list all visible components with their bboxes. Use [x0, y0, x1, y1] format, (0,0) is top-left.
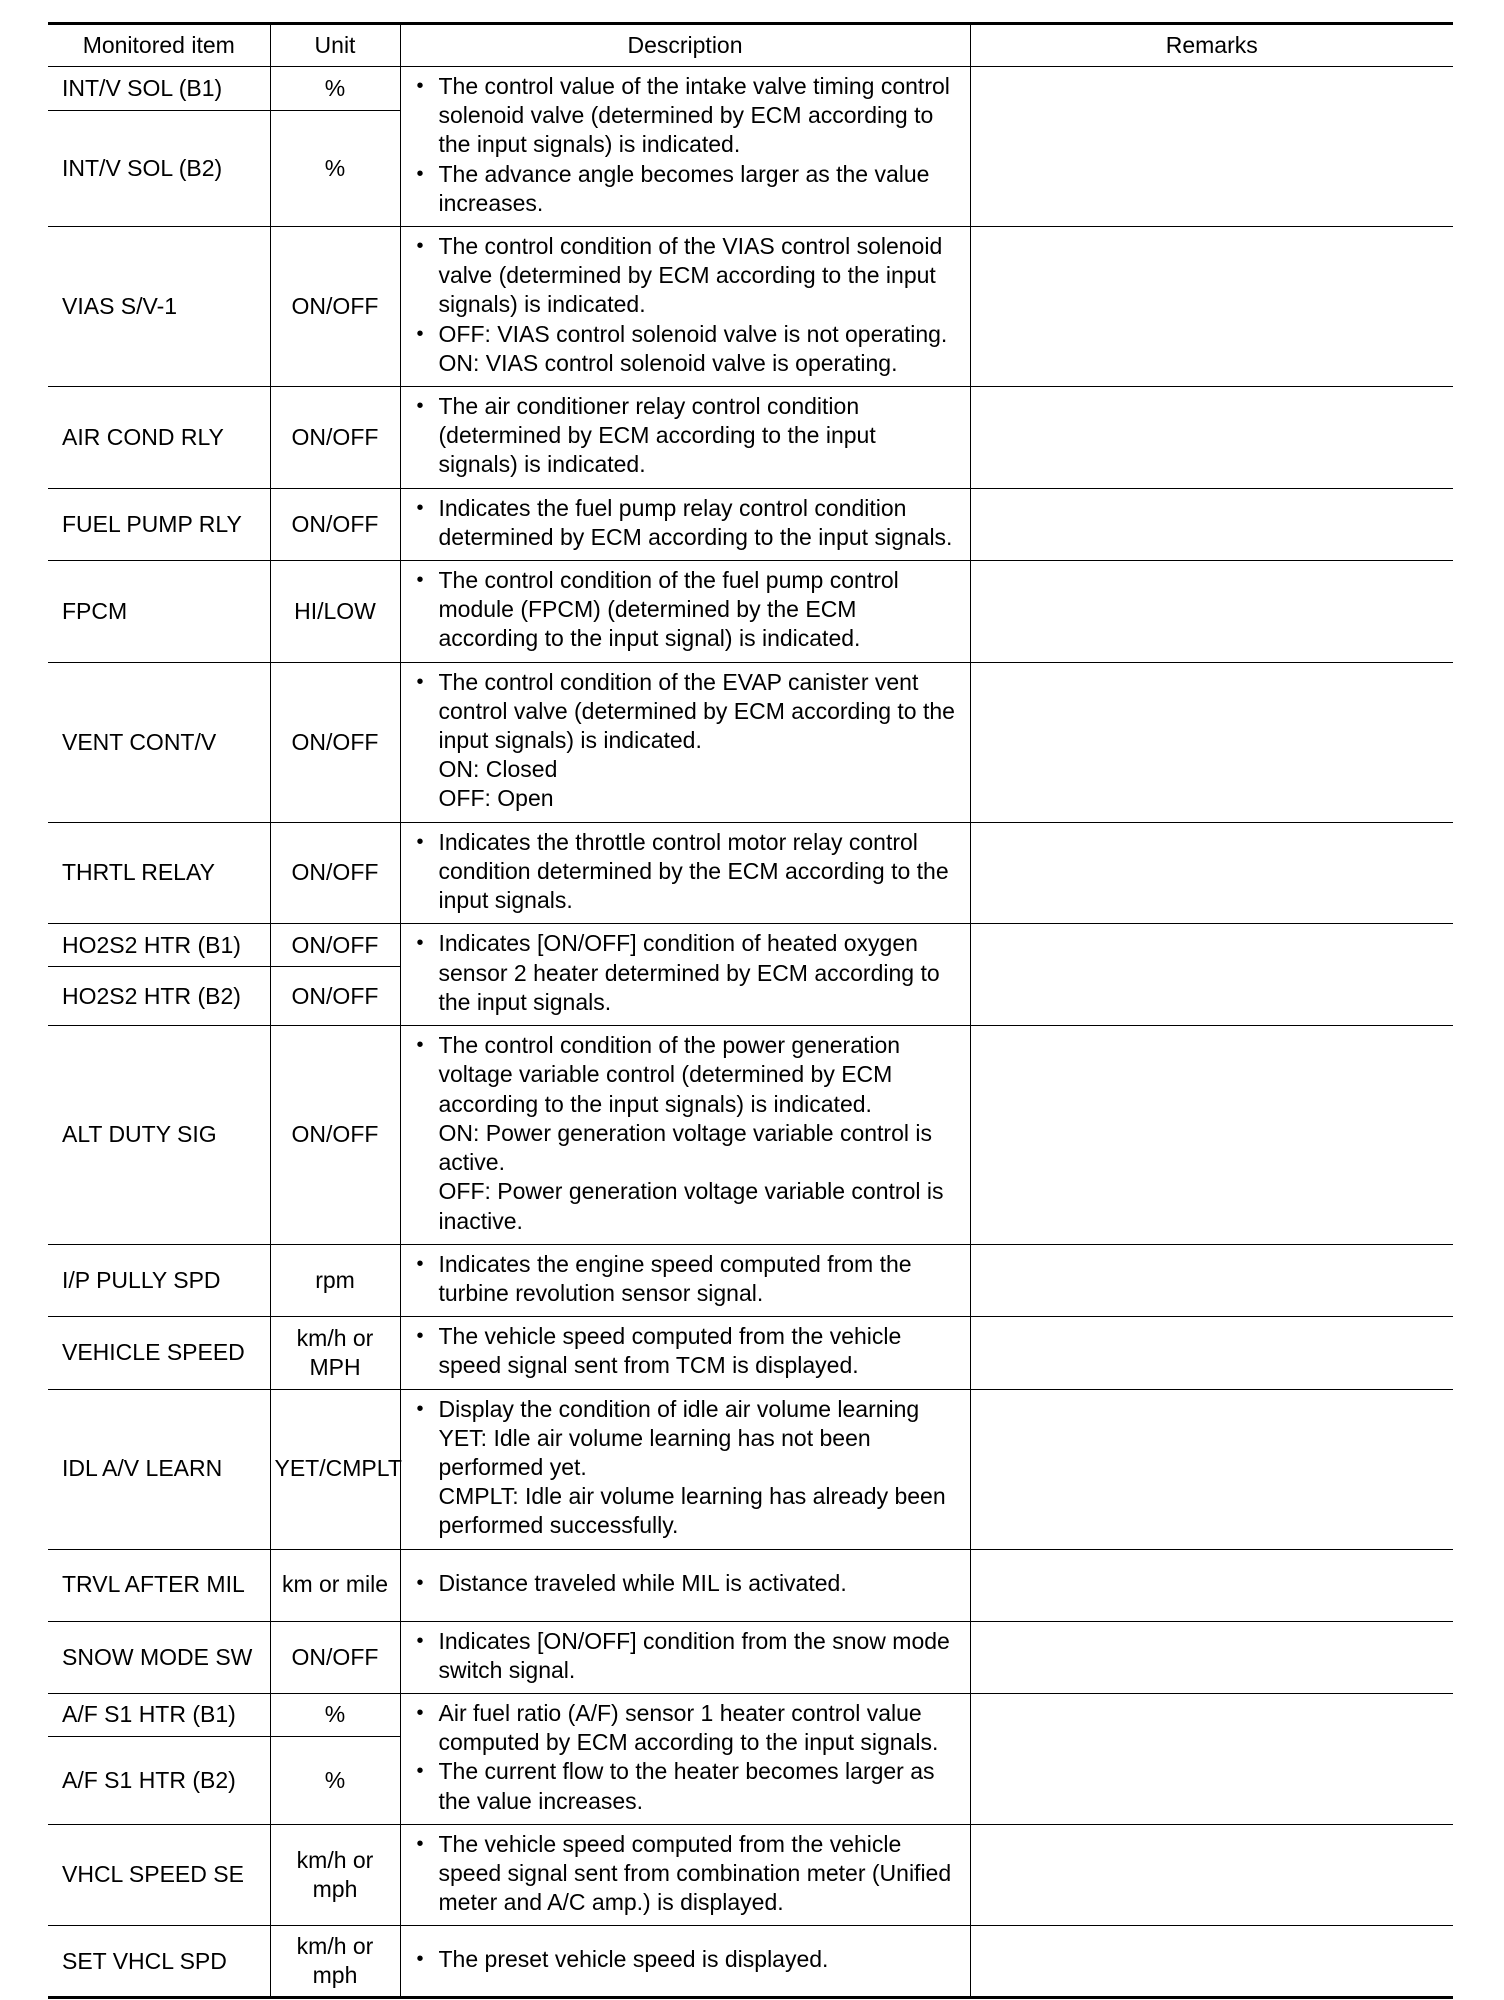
description-bullet	[415, 1627, 960, 1685]
description-bullet	[415, 1250, 960, 1308]
remarks-cell	[970, 1389, 1453, 1549]
remarks-cell	[970, 561, 1453, 663]
description-bullet	[415, 1322, 960, 1380]
description-text: The control condition of the power generation voltage variable control (determined by ECM according to the input signals) is indicated.	[438, 1032, 901, 1117]
description-subline: ON: VIAS control solenoid valve is operating.	[438, 349, 898, 376]
description-text: The advance angle becomes larger as the value increases.	[438, 160, 930, 216]
table-row	[48, 822, 1453, 924]
unit-cell: ON/OFF	[270, 822, 400, 924]
monitored-item-cell: VENT CONT/V	[48, 662, 270, 822]
monitored-item-cell: VHCL SPEED SE	[48, 1824, 270, 1926]
table-row	[48, 1926, 1453, 1998]
description-text: The vehicle speed computed from the vehicle speed signal sent from TCM is displayed.	[438, 1323, 902, 1379]
unit-cell: ON/OFF	[270, 1621, 400, 1693]
monitored-item-cell: FPCM	[48, 561, 270, 663]
monitored-item-cell: SET VHCL SPD	[48, 1926, 270, 1998]
description-text: The control condition of the fuel pump control module (FPCM) (determined by the ECM according to the input signal) is indicated.	[438, 567, 899, 652]
table-row	[48, 387, 1453, 489]
description-text: Display the condition of idle air volume learning	[438, 1395, 920, 1422]
description-list	[415, 1830, 960, 1918]
description-cell	[400, 662, 970, 822]
description-bullet	[415, 1031, 960, 1235]
description-list	[415, 1322, 960, 1380]
remarks-cell	[970, 227, 1453, 387]
table-row	[48, 1693, 1453, 1736]
monitored-item-cell: INT/V SOL (B1)	[48, 67, 270, 111]
description-subline: CMPLT: Idle air volume learning has already been performed successfully.	[438, 1483, 946, 1539]
description-subline: YET: Idle air volume learning has not been performed yet.	[438, 1424, 871, 1480]
monitored-item-cell: ALT DUTY SIG	[48, 1026, 270, 1244]
description-bullet	[415, 160, 960, 218]
remarks-cell	[970, 1621, 1453, 1693]
description-cell	[400, 227, 970, 387]
unit-cell: ON/OFF	[270, 488, 400, 560]
description-cell	[400, 1824, 970, 1926]
table-row	[48, 1389, 1453, 1549]
table-row	[48, 1026, 1453, 1244]
unit-cell: ON/OFF	[270, 967, 400, 1026]
description-bullet	[415, 320, 960, 378]
monitor-item-document	[48, 22, 1453, 1999]
unit-cell: ON/OFF	[270, 1026, 400, 1244]
description-text: Indicates [ON/OFF] condition from the snow mode switch signal.	[438, 1627, 950, 1683]
header-monitored-item: Monitored item	[48, 24, 270, 67]
monitored-item-cell: THRTL RELAY	[48, 822, 270, 924]
description-cell	[400, 561, 970, 663]
unit-cell: %	[270, 67, 400, 111]
description-list	[415, 1395, 960, 1541]
unit-cell: ON/OFF	[270, 227, 400, 387]
description-cell	[400, 1317, 970, 1389]
description-bullet	[415, 1699, 960, 1757]
description-bullet	[415, 1395, 960, 1541]
description-cell	[400, 1389, 970, 1549]
description-bullet	[415, 494, 960, 552]
monitored-item-cell: FUEL PUMP RLY	[48, 488, 270, 560]
monitored-item-cell: I/P PULLY SPD	[48, 1244, 270, 1316]
remarks-cell	[970, 1549, 1453, 1621]
remarks-cell	[970, 822, 1453, 924]
description-cell	[400, 488, 970, 560]
description-cell	[400, 387, 970, 489]
description-bullet	[415, 1830, 960, 1918]
monitored-item-cell: AIR COND RLY	[48, 387, 270, 489]
unit-cell: ON/OFF	[270, 387, 400, 489]
remarks-cell	[970, 1317, 1453, 1389]
description-text: The control value of the intake valve timing control solenoid valve (determined by ECM according to the input signals) is indicated.	[438, 73, 950, 158]
description-text: OFF: VIAS control solenoid valve is not operating.	[438, 320, 948, 347]
description-list	[415, 1031, 960, 1235]
description-text: Indicates [ON/OFF] condition of heated oxygen sensor 2 heater determined by ECM according to the input signals.	[438, 930, 940, 1015]
table-row	[48, 227, 1453, 387]
description-bullet	[415, 1945, 960, 1974]
description-bullet	[415, 1757, 960, 1815]
table-row	[48, 924, 1453, 967]
unit-cell: %	[270, 1737, 400, 1825]
table-row	[48, 1244, 1453, 1316]
description-text: Distance traveled while MIL is activated.	[438, 1569, 847, 1596]
description-list	[415, 1250, 960, 1308]
unit-cell: km/h or mph	[270, 1926, 400, 1998]
unit-cell: rpm	[270, 1244, 400, 1316]
description-list	[415, 392, 960, 480]
table-row	[48, 561, 1453, 663]
description-subline: OFF: Open	[438, 785, 554, 812]
header-remarks: Remarks	[970, 24, 1453, 67]
monitored-item-cell: A/F S1 HTR (B2)	[48, 1737, 270, 1825]
description-bullet	[415, 232, 960, 320]
description-subline: ON: Closed	[438, 756, 558, 783]
description-bullet	[415, 1569, 960, 1598]
remarks-cell	[970, 662, 1453, 822]
description-list	[415, 1699, 960, 1816]
monitored-item-cell: HO2S2 HTR (B2)	[48, 967, 270, 1026]
unit-cell: %	[270, 111, 400, 227]
monitored-item-cell: TRVL AFTER MIL	[48, 1549, 270, 1621]
description-list	[415, 1569, 960, 1598]
monitored-item-cell: IDL A/V LEARN	[48, 1389, 270, 1549]
unit-cell: km or mile	[270, 1549, 400, 1621]
description-list	[415, 494, 960, 552]
description-text: Indicates the fuel pump relay control condition determined by ECM according to the input signals.	[438, 494, 953, 550]
table-row	[48, 488, 1453, 560]
description-bullet	[415, 392, 960, 480]
description-cell	[400, 1244, 970, 1316]
description-text: The vehicle speed computed from the vehicle speed signal sent from combination meter (Unified meter and A/C amp.) is displayed.	[438, 1830, 952, 1916]
description-text: The control condition of the VIAS control solenoid valve (determined by ECM according to the input signals) is indicated.	[438, 233, 943, 318]
remarks-cell	[970, 1824, 1453, 1926]
unit-cell: %	[270, 1693, 400, 1736]
table-row	[48, 662, 1453, 822]
description-list	[415, 72, 960, 218]
description-cell	[400, 1549, 970, 1621]
description-text: The air conditioner relay control condition (determined by ECM according to the input signals) is indicated.	[438, 393, 876, 478]
table-body	[48, 67, 1453, 1998]
description-text: The control condition of the EVAP canister vent control valve (determined by ECM according to the input signals) is indicated.	[438, 668, 955, 754]
table-row	[48, 1621, 1453, 1693]
table-row	[48, 1317, 1453, 1389]
description-list	[415, 566, 960, 654]
remarks-cell	[970, 924, 1453, 1026]
monitored-item-cell: HO2S2 HTR (B1)	[48, 924, 270, 967]
description-list	[415, 929, 960, 1017]
description-list	[415, 1945, 960, 1974]
description-list	[415, 668, 960, 814]
description-cell	[400, 1693, 970, 1824]
unit-cell: km/h or mph	[270, 1824, 400, 1926]
header-description: Description	[400, 24, 970, 67]
description-cell	[400, 822, 970, 924]
unit-cell: km/h or MPH	[270, 1317, 400, 1389]
monitored-item-cell: INT/V SOL (B2)	[48, 111, 270, 227]
remarks-cell	[970, 387, 1453, 489]
description-list	[415, 232, 960, 378]
description-text: Air fuel ratio (A/F) sensor 1 heater control value computed by ECM according to the input signals.	[438, 1699, 939, 1756]
description-cell	[400, 67, 970, 227]
table-row	[48, 67, 1453, 111]
unit-cell: YET/CMPLT	[270, 1389, 400, 1549]
description-cell	[400, 1926, 970, 1998]
description-text: Indicates the throttle control motor relay control condition determined by the ECM according to the input signals.	[438, 828, 949, 914]
remarks-cell	[970, 1926, 1453, 1998]
description-bullet	[415, 668, 960, 814]
description-list	[415, 1627, 960, 1685]
description-cell	[400, 1621, 970, 1693]
monitored-item-cell: SNOW MODE SW	[48, 1621, 270, 1693]
monitored-item-cell: VEHICLE SPEED	[48, 1317, 270, 1389]
description-subline: ON: Power generation voltage variable control is active.	[438, 1119, 932, 1176]
monitor-items-table	[48, 22, 1453, 1999]
description-bullet	[415, 72, 960, 160]
description-text: Indicates the engine speed computed from the turbine revolution sensor signal.	[438, 1250, 912, 1306]
unit-cell: ON/OFF	[270, 662, 400, 822]
remarks-cell	[970, 67, 1453, 227]
remarks-cell	[970, 488, 1453, 560]
unit-cell: ON/OFF	[270, 924, 400, 967]
description-list	[415, 828, 960, 916]
remarks-cell	[970, 1244, 1453, 1316]
description-bullet	[415, 929, 960, 1017]
remarks-cell	[970, 1026, 1453, 1244]
description-bullet	[415, 828, 960, 916]
header-unit: Unit	[270, 24, 400, 67]
description-cell	[400, 1026, 970, 1244]
monitored-item-cell: VIAS S/V-1	[48, 227, 270, 387]
description-text: The current flow to the heater becomes larger as the value increases.	[438, 1758, 935, 1814]
description-subline: OFF: Power generation voltage variable control is inactive.	[438, 1178, 944, 1234]
description-text: The preset vehicle speed is displayed.	[438, 1946, 829, 1973]
unit-cell: HI/LOW	[270, 561, 400, 663]
remarks-cell	[970, 1693, 1453, 1824]
table-row	[48, 1824, 1453, 1926]
description-bullet	[415, 566, 960, 654]
table-header-row	[48, 24, 1453, 67]
table-row	[48, 1549, 1453, 1621]
monitored-item-cell: A/F S1 HTR (B1)	[48, 1693, 270, 1736]
description-cell	[400, 924, 970, 1026]
